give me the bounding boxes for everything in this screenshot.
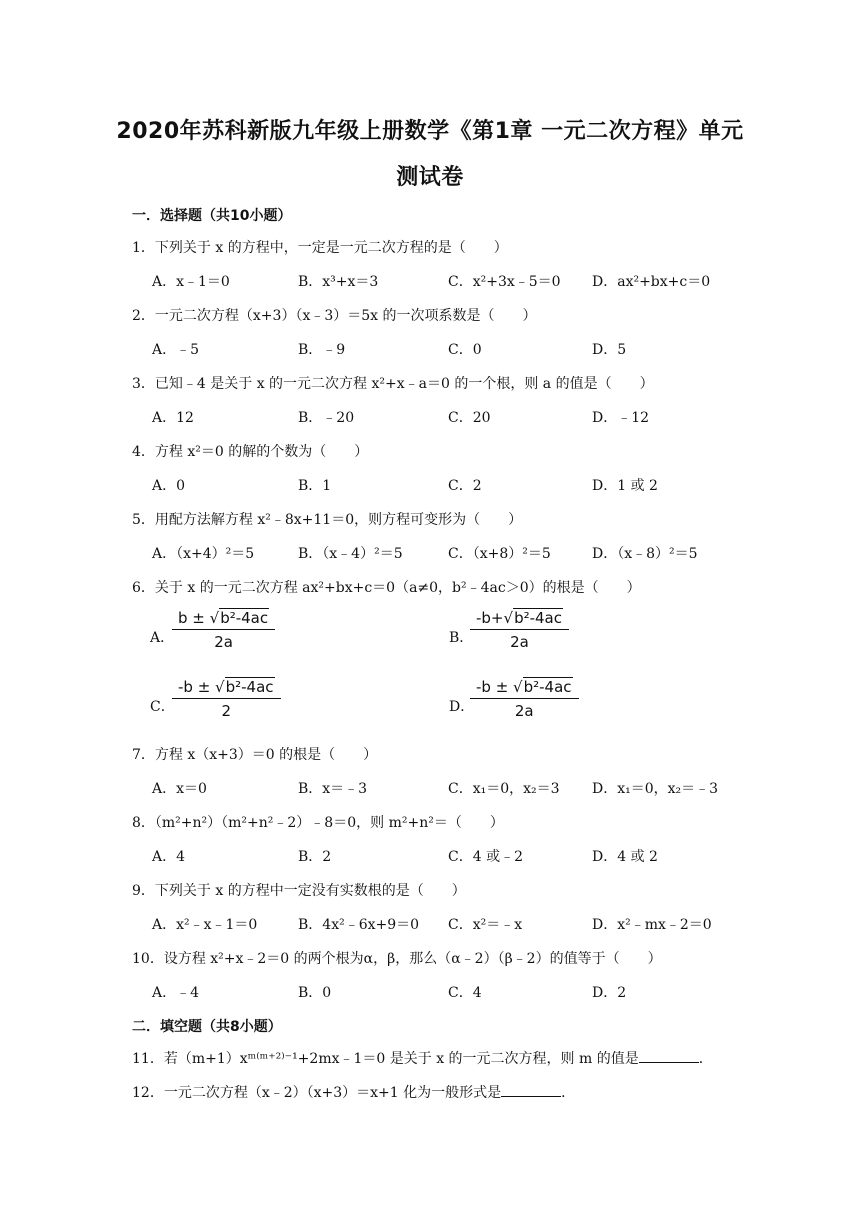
options-row [152,543,772,563]
option-c: C．0 [448,342,482,358]
option-b: B．x＝﹣3 [298,781,368,797]
option-a: A．x﹣1＝0 [152,274,230,290]
question-stem: 7．方程 x（x+3）＝0 的根是（ ） [132,747,378,763]
answer-blank [501,1082,561,1097]
formula-denominator: 2 [221,702,232,720]
option-a: A．（x+4）²＝5 [152,546,255,562]
option-c-formula [172,678,281,720]
formula-denominator: 2a [510,633,529,651]
options-row [152,846,772,866]
option-b: B．0 [298,985,332,1001]
option-a: A．x²﹣x﹣1＝0 [152,917,258,933]
option-c-label: C． [150,699,175,715]
option-a: A．0 [152,478,186,494]
option-d-formula [470,678,579,720]
question-stem: 8．（m²+n²）（m²+n²﹣2）﹣8＝0，则 m²+n²＝（ ） [132,815,504,831]
options-row [152,407,772,427]
formula-radicand: b²-4ac [523,678,572,696]
fill-question [132,1048,713,1068]
formula-denominator: 2a [214,633,233,651]
answer-blank [639,1048,699,1063]
options-row [152,271,772,291]
fill-question [132,1082,575,1102]
option-b: B．1 [298,478,332,494]
option-d: D．2 [592,985,627,1001]
option-c: C．2 [448,478,482,494]
option-c: C．x²＝﹣x [448,917,523,933]
option-b: B．4x²﹣6x+9＝0 [298,917,420,933]
option-c: C．x²+3x﹣5＝0 [448,274,561,290]
question-stem: 3．已知﹣4 是关于 x 的一元二次方程 x²+x﹣a＝0 的一个根，则 a 的值是（ ） [132,376,654,392]
options-row [152,339,772,359]
option-c: C．4 或﹣2 [448,849,523,865]
option-a-formula [172,609,275,651]
option-c: C．x₁＝0，x₂＝3 [448,781,560,797]
doc-title-line1: 2020年苏科新版九年级上册数学《第1章 一元二次方程》单元 [116,119,744,144]
option-d: D．ax²+bx+c＝0 [592,274,711,290]
options-row [152,778,772,798]
option-a: A．12 [152,410,194,426]
fill-question-end: ． [561,1085,576,1101]
fill-question-end: ． [698,1051,713,1067]
question-stem: 1．下列关于 x 的方程中，一定是一元二次方程的是（ ） [132,240,508,256]
question-stem: 9．下列关于 x 的方程中一定没有实数根的是（ ） [132,883,466,899]
formula-radicand: b²-4ac [225,678,274,696]
option-b: B．2 [298,849,332,865]
option-d: D．5 [592,342,627,358]
options-row [152,914,772,934]
formula-numerator-prefix: -b+√ [476,609,514,627]
question-stem: 6．关于 x 的一元二次方程 ax²+bx+c＝0（a≠0，b²﹣4ac＞0）的根是（ ） [132,580,641,596]
formula-numerator-prefix: -b ± √ [476,678,523,696]
question-stem: 4．方程 x²＝0 的解的个数为（ ） [132,444,369,460]
option-b: B．（x﹣4）²＝5 [298,546,403,562]
formula-radicand: b²-4ac [220,609,269,627]
option-a-label: A． [150,630,175,646]
option-d-label: D． [449,699,475,715]
option-d: D．1 或 2 [592,478,658,494]
doc-title-line2: 测试卷 [396,165,464,190]
option-d: D．x₁＝0，x₂＝﹣3 [592,781,719,797]
question-stem: 2．一元二次方程（x+3）（x﹣3）＝5x 的一次项系数是（ ） [132,308,537,324]
option-b: B．x³+x＝3 [298,274,379,290]
question-stem: 10．设方程 x²+x﹣2＝0 的两个根为α，β，那么（α﹣2）（β﹣2）的值等于（ ） [132,951,662,967]
fill-question-stem: 12．一元二次方程（x﹣2）（x+3）＝x+1 化为一般形式是 [132,1085,502,1101]
option-d: D．﹣12 [592,410,650,426]
options-row [152,982,772,1002]
fill-question-stem: 11．若（m+1）xᵐ⁽ᵐ⁺²⁾⁻¹+2mx﹣1＝0 是关于 x 的一元二次方程，则 m 的值是 [132,1051,639,1067]
option-d: D．4 或 2 [592,849,658,865]
option-b: B．﹣9 [298,342,346,358]
formula-radicand: b²-4ac [514,609,562,627]
option-b: B．﹣20 [298,410,355,426]
formula-numerator-prefix: -b ± √ [178,678,225,696]
section-heading-fill: 二．填空题（共8小题） [132,1019,282,1035]
option-a: A．x＝0 [152,781,207,797]
option-c: C．4 [448,985,482,1001]
option-a: A．﹣5 [152,342,200,358]
option-b-formula [470,609,569,651]
option-c: C．20 [448,410,491,426]
section-heading-choice: 一．选择题（共10小题） [132,208,292,224]
option-d: D．（x﹣8）²＝5 [592,546,698,562]
formula-denominator: 2a [514,702,534,720]
option-d: D．x²﹣mx﹣2＝0 [592,917,712,933]
option-c: C．（x+8）²＝5 [448,546,551,562]
option-a: A．4 [152,849,186,865]
option-b-label: B． [449,630,474,646]
options-row [152,475,772,495]
formula-numerator-prefix: b ± √ [178,609,220,627]
option-a: A．﹣4 [152,985,200,1001]
question-stem: 5．用配方法解方程 x²﹣8x+11＝0，则方程可变形为（ ） [132,512,523,528]
